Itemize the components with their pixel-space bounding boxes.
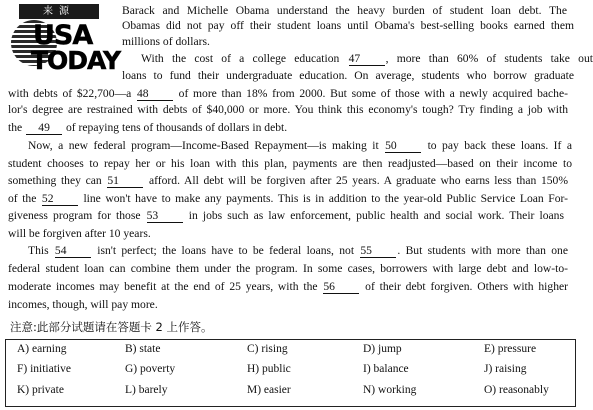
option-item[interactable]: A) earning — [17, 343, 67, 355]
blank-54[interactable]: 54 — [55, 245, 91, 258]
passage-line: With the cost of a college education 47 , more than 60% of students take out — [141, 52, 593, 65]
passage-line: Obamas did not pay off their student loans until Obama's best-selling books earned them — [122, 19, 574, 32]
passage-line: giveness program for those 53 in jobs such as law enforcement, public health and social work. Their loans — [8, 209, 564, 222]
logo-text-usa: USA — [33, 20, 93, 51]
passage-line: moderate incomes may benefit at the end of 25 years, with the 56 of their debt forgiven. Others with higher — [8, 280, 569, 293]
blank-49[interactable]: 49 — [26, 122, 62, 135]
passage-line: something they can 51 afford. All debt will be forgiven after 25 years. A graduate who earns less than 150% — [8, 174, 568, 187]
passage-line: loans to fund their undergraduate education. On average, students who borrow graduate — [122, 69, 574, 82]
passage-line: student chooses to repay her or his loan with this plan, payments are then readjusted—based on their income to — [8, 157, 572, 170]
option-item[interactable]: M) easier — [247, 384, 291, 396]
option-item[interactable]: L) barely — [125, 384, 168, 396]
option-item[interactable]: G) poverty — [125, 363, 176, 375]
option-item[interactable]: B) state — [125, 343, 161, 355]
passage-line: will be forgiven after 10 years. — [8, 227, 151, 240]
source-banner: 来源 — [19, 4, 99, 19]
passage-line: incomes, though, will pay more. — [8, 298, 158, 311]
blank-48[interactable]: 48 — [137, 88, 173, 101]
passage-line: This 54 isn't perfect; the loans have to be federal loans, not 55 . But students with more than one — [28, 244, 568, 257]
option-item[interactable]: E) pressure — [484, 343, 537, 355]
passage-line: lor's degree are restrained with debts of $40,000 or more. You think this economy's tough? Try finding a job with — [8, 103, 568, 116]
option-item[interactable]: I) balance — [363, 363, 409, 375]
blank-47[interactable]: 47 — [349, 53, 385, 66]
option-item[interactable]: O) reasonably — [484, 384, 549, 396]
passage-line: with debts of $22,700—a 48 of more than 18% from 2000. But some of those with a newly acquired bache- — [8, 87, 568, 100]
option-item[interactable]: N) working — [363, 384, 417, 396]
logo-text-today: TODAY — [31, 46, 121, 75]
blank-56[interactable]: 56 — [323, 281, 359, 294]
instruction-note: 注意:此部分试题请在答题卡 2 上作答。 — [10, 320, 213, 334]
blank-55[interactable]: 55 — [360, 245, 396, 258]
option-item[interactable]: F) initiative — [17, 363, 71, 375]
passage-line: of the 52 line won't have to make any payments. This is in addition to the year-old Public Service Loan For- — [8, 192, 568, 205]
blank-50[interactable]: 50 — [385, 140, 421, 153]
option-item[interactable]: C) rising — [247, 343, 288, 355]
passage-line: the 49 of repaying tens of thousands of dollars in debt. — [8, 121, 288, 134]
blank-53[interactable]: 53 — [147, 210, 183, 223]
option-item[interactable]: J) raising — [484, 363, 527, 375]
option-item[interactable]: H) public — [247, 363, 291, 375]
usa-today-logo — [9, 4, 121, 78]
passage-line: millions of dollars. — [122, 35, 210, 48]
passage-line: Barack and Michelle Obama understand the heavy burden of student loan debt. The — [122, 4, 567, 17]
option-item[interactable]: D) jump — [363, 343, 402, 355]
blank-52[interactable]: 52 — [42, 193, 78, 206]
passage-line: Now, a new federal program—Income-Based Repayment—is making it 50 to pay back these loans. If a — [28, 139, 572, 152]
word-bank — [5, 339, 576, 407]
passage-line: federal student loan can combine them under the program. In some cases, borrowers with large debt and low-to- — [8, 262, 568, 275]
option-item[interactable]: K) private — [17, 384, 64, 396]
blank-51[interactable]: 51 — [107, 175, 143, 188]
